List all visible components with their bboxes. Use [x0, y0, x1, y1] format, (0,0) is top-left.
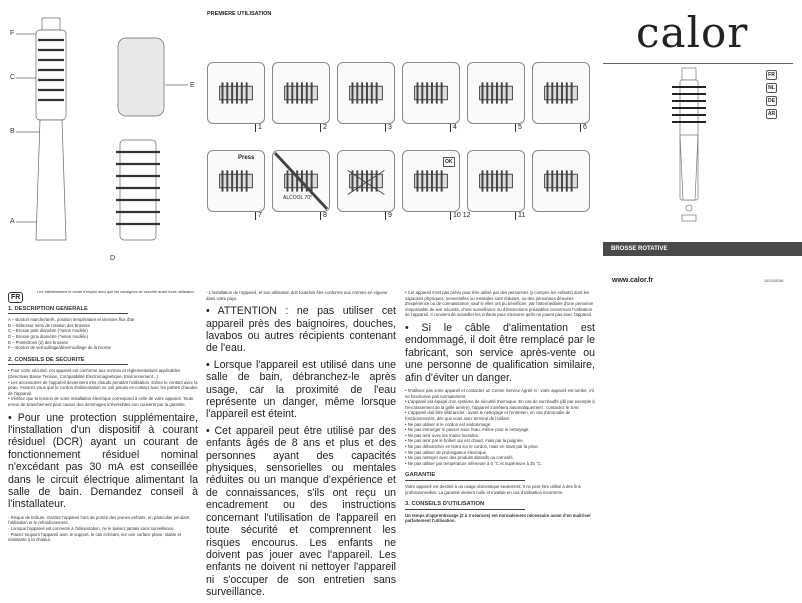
step-pictogram [532, 150, 590, 212]
description-item: F – Bouton de verrouillage/déverrouillage de la brosse [8, 345, 112, 351]
label-d: D [110, 255, 116, 262]
paragraph: • Vérifiez que la tension de votre installation électrique correspond à celle de votre appareil. Toute erreur de branchement peut causer des dommages irréversibles non couverts par la garantie. [8, 396, 194, 407]
description-list [8, 317, 198, 351]
brush-illustration [0, 0, 200, 270]
paragraph: • Pour votre sécurité, cet appareil est conforme aux normes et réglementations applicables (Directives Basse Tension, Compatibilité Electromagnétique, Environnement...). [8, 368, 181, 379]
step-pictogram [467, 62, 525, 124]
step-number: 5 [515, 124, 522, 132]
step-number: 10 12 [450, 212, 471, 220]
safety-item: • N'utilisez pas votre appareil et contactez un Centre Service Agréé si : votre appareil est tombé, s'il ne fonctionne pas normalement. [405, 388, 594, 399]
label-b: B [10, 128, 15, 135]
safety-item: • L'appareil est équipé d'un système de sécurité thermique. En cas de surchauffe (dû par exemple à l'encrassement de la grille arrière), l'appareil s'arrêtera automatiquement : contactez le SAV. [405, 399, 595, 410]
step-number: 7 [255, 212, 262, 220]
safety-list [405, 388, 595, 466]
safety-item: • Ne pas immerger ni passer sous l'eau, même pour le nettoyage. [405, 427, 530, 433]
paragraph-large: • ATTENTION : ne pas utiliser cet appareil près des baignoires, douches, lavabos ou autres récipients contenant de l'eau. [206, 305, 396, 355]
label-e: E [190, 82, 195, 89]
safety-item: • Ne pas utiliser si le cordon est endommagé. [405, 421, 492, 427]
safety-item: • Ne pas débrancher en tirant sur le cordon, mais en tirant par la prise. [405, 443, 539, 449]
lang-fr: FR [766, 70, 777, 80]
description-item: C – Brosse petit diamètre (*selon modèle) [8, 328, 88, 334]
step-pictogram [402, 62, 460, 124]
rotating-brush-illustration [670, 65, 730, 235]
step-number: 6 [580, 124, 587, 132]
step-number: 9 [385, 212, 392, 220]
step-pictogram [337, 62, 395, 124]
lang-badge-fr: FR [8, 292, 23, 303]
paragraph-large: • Lorsque l'appareil est utilisé dans une salle de bain, débranchez-le après usage, car la proximité de l'eau représente un danger, même lorsque l'appareil est éteint. [206, 358, 396, 421]
description-item: D – Brosse gros diamètre (*selon modèle) [8, 333, 89, 339]
website-link[interactable]: www.calor.fr [612, 277, 654, 284]
alcohol-label: ALCOOL 70° [283, 195, 313, 201]
step-pictogram [467, 150, 525, 212]
paragraph: - Lorsque l'appareil est connecté à l'alimentation, ne le laissez jamais sans surveillance. [8, 525, 175, 531]
step-pictogram [532, 62, 590, 124]
section-heading: GARANTIE [405, 473, 525, 481]
safety-item: • Ne pas utiliser de prolongateur électrique. [405, 449, 488, 455]
divider [603, 63, 793, 64]
paragraph: Un temps d'apprentissage (2 à 3 séances) est normalement nécessaire avant d'en maîtriser parfaitement l'utilisation. [405, 512, 591, 524]
section-heading: 3. CONSEILS D'UTILISATION [405, 502, 525, 510]
description-item: A – Bouton marche/arrêt, position température et vitesses flux d'air [8, 317, 135, 323]
ok-label: OK [445, 159, 453, 165]
safety-item: • Ne pas utiliser par température inférieure à 0 °C et supérieure à 35 °C. [405, 460, 543, 466]
product-code: 1820008386 [764, 279, 784, 283]
intro-text: Lire attentivement le mode d'emploi ainsi que les consignes de sécurité avant toute utilisation. [37, 290, 195, 294]
step-pictogram [207, 150, 265, 212]
section-heading: 1. DESCRIPTION GENERALE [8, 307, 128, 315]
step-pictogram [272, 62, 330, 124]
lang-de: DE [766, 96, 777, 106]
step-number: 3 [385, 124, 392, 132]
safety-item: • Ne pas nettoyer avec des produits abrasifs ou corrosifs. [405, 455, 514, 461]
step-pictogram [402, 150, 460, 212]
label-a: A [10, 218, 15, 225]
paragraph: - Risque de brûlure. Gardez l'appareil hors de portée des jeunes enfants, en particulier pendant l'utilisation et le refroidissement. [8, 514, 190, 526]
paragraph-large: • Pour une protection supplémentaire, l'installation d'un dispositif à courant résiduel (DCR) ayant un courant de fonctionnement résiduel nominal n'excédant pas 30 mA est conseillée dans le circuit électrique alimentant la salle de bain. Demandez conseil à l'installateur. [8, 411, 198, 511]
safety-item: • Ne pas tenir par le boîtier qui est chaud, mais par la poignée. [405, 438, 524, 444]
label-f: F [10, 30, 15, 37]
paragraph: - L'installation de l'appareil, et son utilisation doit toutefois être conforme aux normes en vigueur dans votre pays. [206, 290, 388, 301]
step-pictogram [272, 150, 330, 212]
first-use-heading: PREMIERE UTILISATION [207, 11, 272, 17]
paragraph: • Cet appareil n'est pas prévu pour être utilisé par des personnes (y compris les enfants) dont les capacités physiques, sensorielles ou mentales sont réduites, ou des personnes dénuées d'expérience ou de connaissance, sauf si elles ont pu bénéficier, par l'intermédiaire d'une personne responsable de leur sécurité, d'une surveillance ou d'instructions préalables concernant l'utilisation de l'appareil. Il convient de surveiller les enfants pour s'assurer qu'ils ne jouent pas avec l'appareil. [405, 290, 594, 318]
paragraph-large: • Si le câble d'alimentation est endommagé, il doit être remplacé par le fabricant, son service après-vente ou une personne de qualification similaire, afin d'éviter un danger. [405, 321, 595, 384]
step-number: 1 [255, 124, 262, 132]
label-c: C [10, 74, 16, 81]
step-number: 11 [515, 212, 525, 220]
lang-ar: AR [767, 111, 776, 117]
step-pictogram [337, 150, 395, 212]
description-item: B – Sélecteur sens de rotation des brosses [8, 322, 90, 328]
safety-item: • Ne pas tenir avec les mains humides. [405, 432, 480, 438]
calor-logo: calor [636, 8, 749, 57]
section-heading: 2. CONSEILS DE SECURITE [8, 358, 128, 366]
step-number: 4 [450, 124, 457, 132]
lang-nl: NL [766, 83, 777, 93]
step-pictogram [207, 62, 265, 124]
step-number: 8 [320, 212, 327, 220]
paragraph: - Placez toujours l'appareil avec le support, le cas échéant, sur une surface plane, stable et résistante à la chaleur. [8, 531, 182, 543]
paragraph: • Les accessoires de l'appareil deviennent très chauds pendant l'utilisation. Evitez le contact avec la peau. Assurez-vous que le cordon d'alimentation ne soit jamais en contact avec les parties chaudes de l'appareil. [8, 379, 198, 396]
paragraph: Votre appareil est destiné à un usage domestique seulement. Il ne peut être utilisé à des fins professionnelles. La garantie devient nulle et invalide en cas d'utilisation incorrecte. [405, 483, 581, 495]
paragraph-large: • Cet appareil peut être utilisé par des enfants âgés de 8 ans et plus et des personnes ayant des capacités physiques, sensorielles ou mentales réduites ou un manque d'expérience et de connaissances, s'ils ont reçu un encadrement ou des instructions concernant l'utilisation de l'appareil en toute sécurité et comprennent les risques encourus. Les enfants ne doivent pas jouer avec l'appareil. Les enfants ne doivent ni nettoyer l'appareil ni s'occuper de son entretien sans surveillance. [206, 424, 396, 599]
product-title-banner: BROSSE ROTATIVE [603, 242, 802, 256]
step-number: 2 [320, 124, 327, 132]
safety-item: • L'appareil doit être débranché : avant le nettoyage et l'entretien, en cas d'anomalie de fonctionnement, dès que vous avez terminé de l'utiliser. [405, 410, 571, 421]
press-label: Press [238, 155, 255, 161]
description-item: E – Protections (2) des brosses [8, 339, 68, 345]
